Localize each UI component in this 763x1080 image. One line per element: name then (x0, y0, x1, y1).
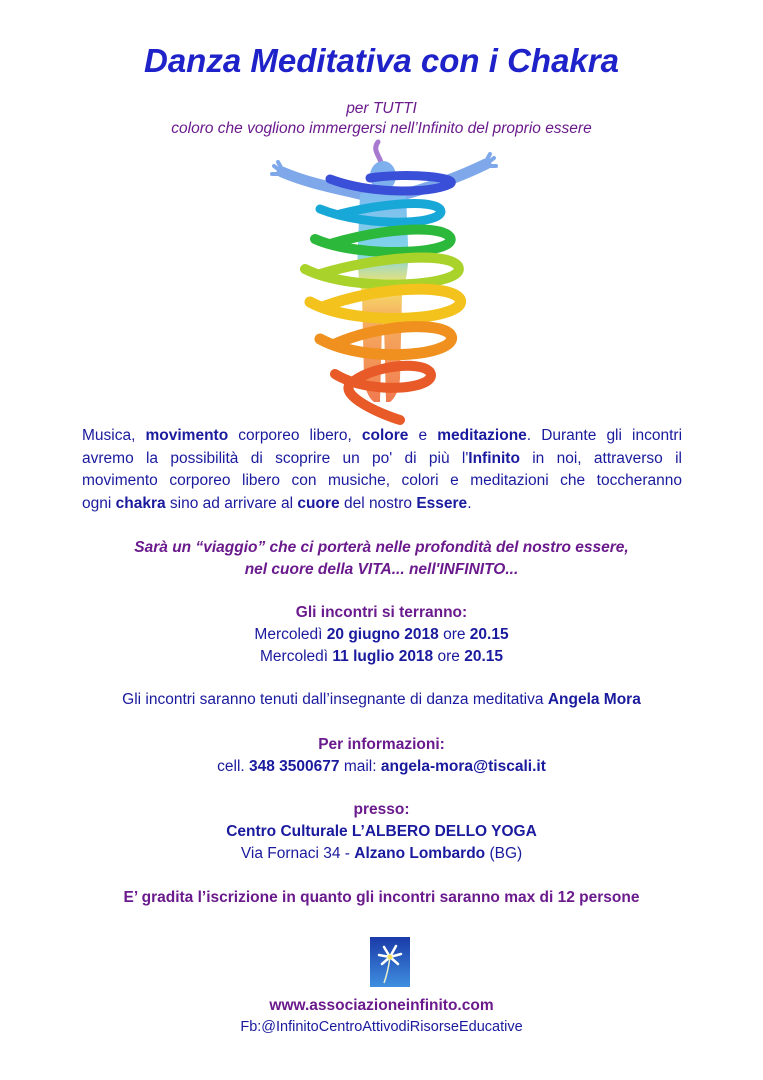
intro-paragraph (82, 425, 682, 515)
date-2: Mercoledì 11 luglio 2018 ore 20.15 (260, 648, 503, 665)
association-logo-image (370, 937, 410, 987)
facebook-handle[interactable]: Fb:@InfinitoCentroAttivodiRisorseEducative (240, 1019, 523, 1035)
chakra-figure-image (260, 134, 505, 426)
subtitle-description: coloro che vogliono immergersi nell’Infinito del proprio essere (171, 120, 592, 137)
journey-line-2: nel cuore della VITA... nell'INFINITO... (244, 561, 519, 578)
venue-name: Centro Culturale L’ALBERO DELLO YOGA (226, 823, 537, 840)
subtitle-audience: per TUTTI (346, 100, 417, 117)
intro-line-2: avremo la possibilità di scoprire un po' di più l'Infinito in noi, attraverso il (82, 449, 682, 467)
journey-line-1: Sarà un “viaggio” che ci porterà nelle profondità del nostro essere, (134, 539, 629, 556)
date-1: Mercoledì 20 giugno 2018 ore 20.15 (254, 626, 509, 643)
email-link[interactable]: angela-mora@tiscali.it (380, 758, 546, 775)
dates-heading: Gli incontri si terranno: (295, 604, 468, 621)
intro-line-1: Musica, movimento corporeo libero, colore e meditazione. Durante gli incontri (82, 427, 683, 444)
info-heading: Per informazioni: (318, 736, 445, 753)
intro-line-3: movimento corporeo libero con musiche, colori e meditazioni che toccheranno (82, 472, 682, 489)
page-title: Danza Meditativa con i Chakra (144, 42, 619, 79)
intro-line-4: ogni chakra sino ad arrivare al cuore del nostro Essere. (82, 494, 472, 512)
registration-note: E’ gradita l’iscrizione in quanto gli incontri saranno max di 12 persone (123, 889, 640, 906)
contact-line: cell. 348 3500677 mail: angela-mora@tiscali.it (217, 758, 546, 775)
venue-address: Via Fornaci 34 - Alzano Lombardo (BG) (240, 845, 523, 862)
teacher-line: Gli incontri saranno tenuti dall’insegnante di danza meditativa Angela Mora (122, 691, 641, 708)
venue-heading: presso: (353, 801, 410, 818)
website-link[interactable]: www.associazioneinfinito.com (269, 997, 494, 1014)
